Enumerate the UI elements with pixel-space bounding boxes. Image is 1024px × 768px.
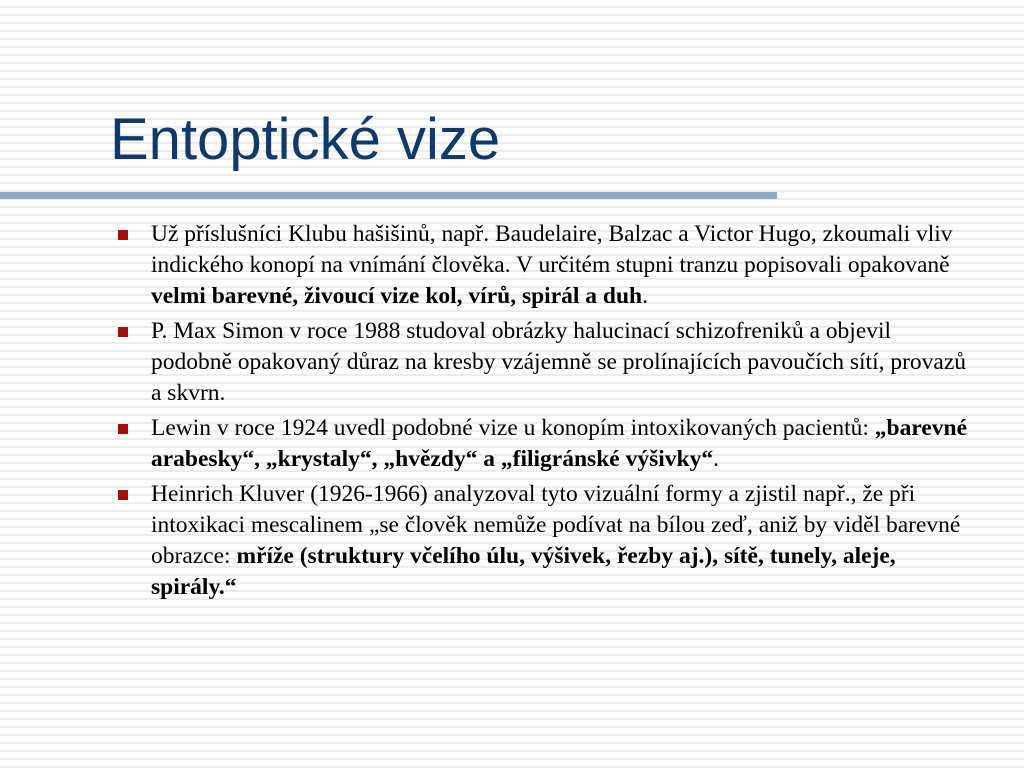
bullet-bold-text: mříže (struktury včelího úlu, výšivek, řezby aj.), sítě, tunely, aleje, spirály.“ — [151, 543, 896, 600]
bullet-bold-text: „barevné arabesky“, „krystaly“, „hvězdy“ a „filigránské výšivky“ — [151, 415, 968, 472]
bullet-text: Heinrich Kluver (1926-1966) analyzoval tyto vizuální formy a zjistil např., že při intoxikaci mescalinem „se člověk nemůže podívat na bílou zeď, aniž by viděl barevné obrazce: — [151, 481, 961, 569]
slide-title: Entoptické vize — [110, 107, 501, 172]
square-bullet-icon — [118, 230, 128, 240]
bullet-text: Už příslušníci Klubu hašišinů, např. Baudelaire, Balzac a Victor Hugo, zkoumali vliv indického konopí na vnímání člověka. V určitém stupni tranzu popisovali opakovaně — [151, 221, 953, 278]
bullet-item — [116, 413, 976, 475]
bullet-text: P. Max Simon v roce 1988 studoval obrázky halucinací schizofreniků a objevil podobně opakovaný důraz na kresby vzájemně se prolínajících pavoučích sítí, provazů a skvrn. — [151, 318, 967, 406]
bullet-bold-text: velmi barevné, živoucí vize kol, vírů, spirál a duh — [151, 283, 643, 309]
bullet-item — [116, 219, 976, 312]
bullet-text-end: . — [642, 283, 648, 309]
bullet-item — [116, 316, 976, 409]
bullet-item — [116, 479, 976, 603]
square-bullet-icon — [118, 490, 128, 500]
bullet-list — [116, 219, 976, 607]
square-bullet-icon — [118, 327, 128, 337]
title-underline-rule — [0, 192, 777, 199]
square-bullet-icon — [118, 424, 128, 434]
bullet-text: Lewin v roce 1924 uvedl podobné vize u konopím intoxikovaných pacientů: — [151, 415, 875, 441]
bullet-text-end: . — [713, 446, 719, 472]
